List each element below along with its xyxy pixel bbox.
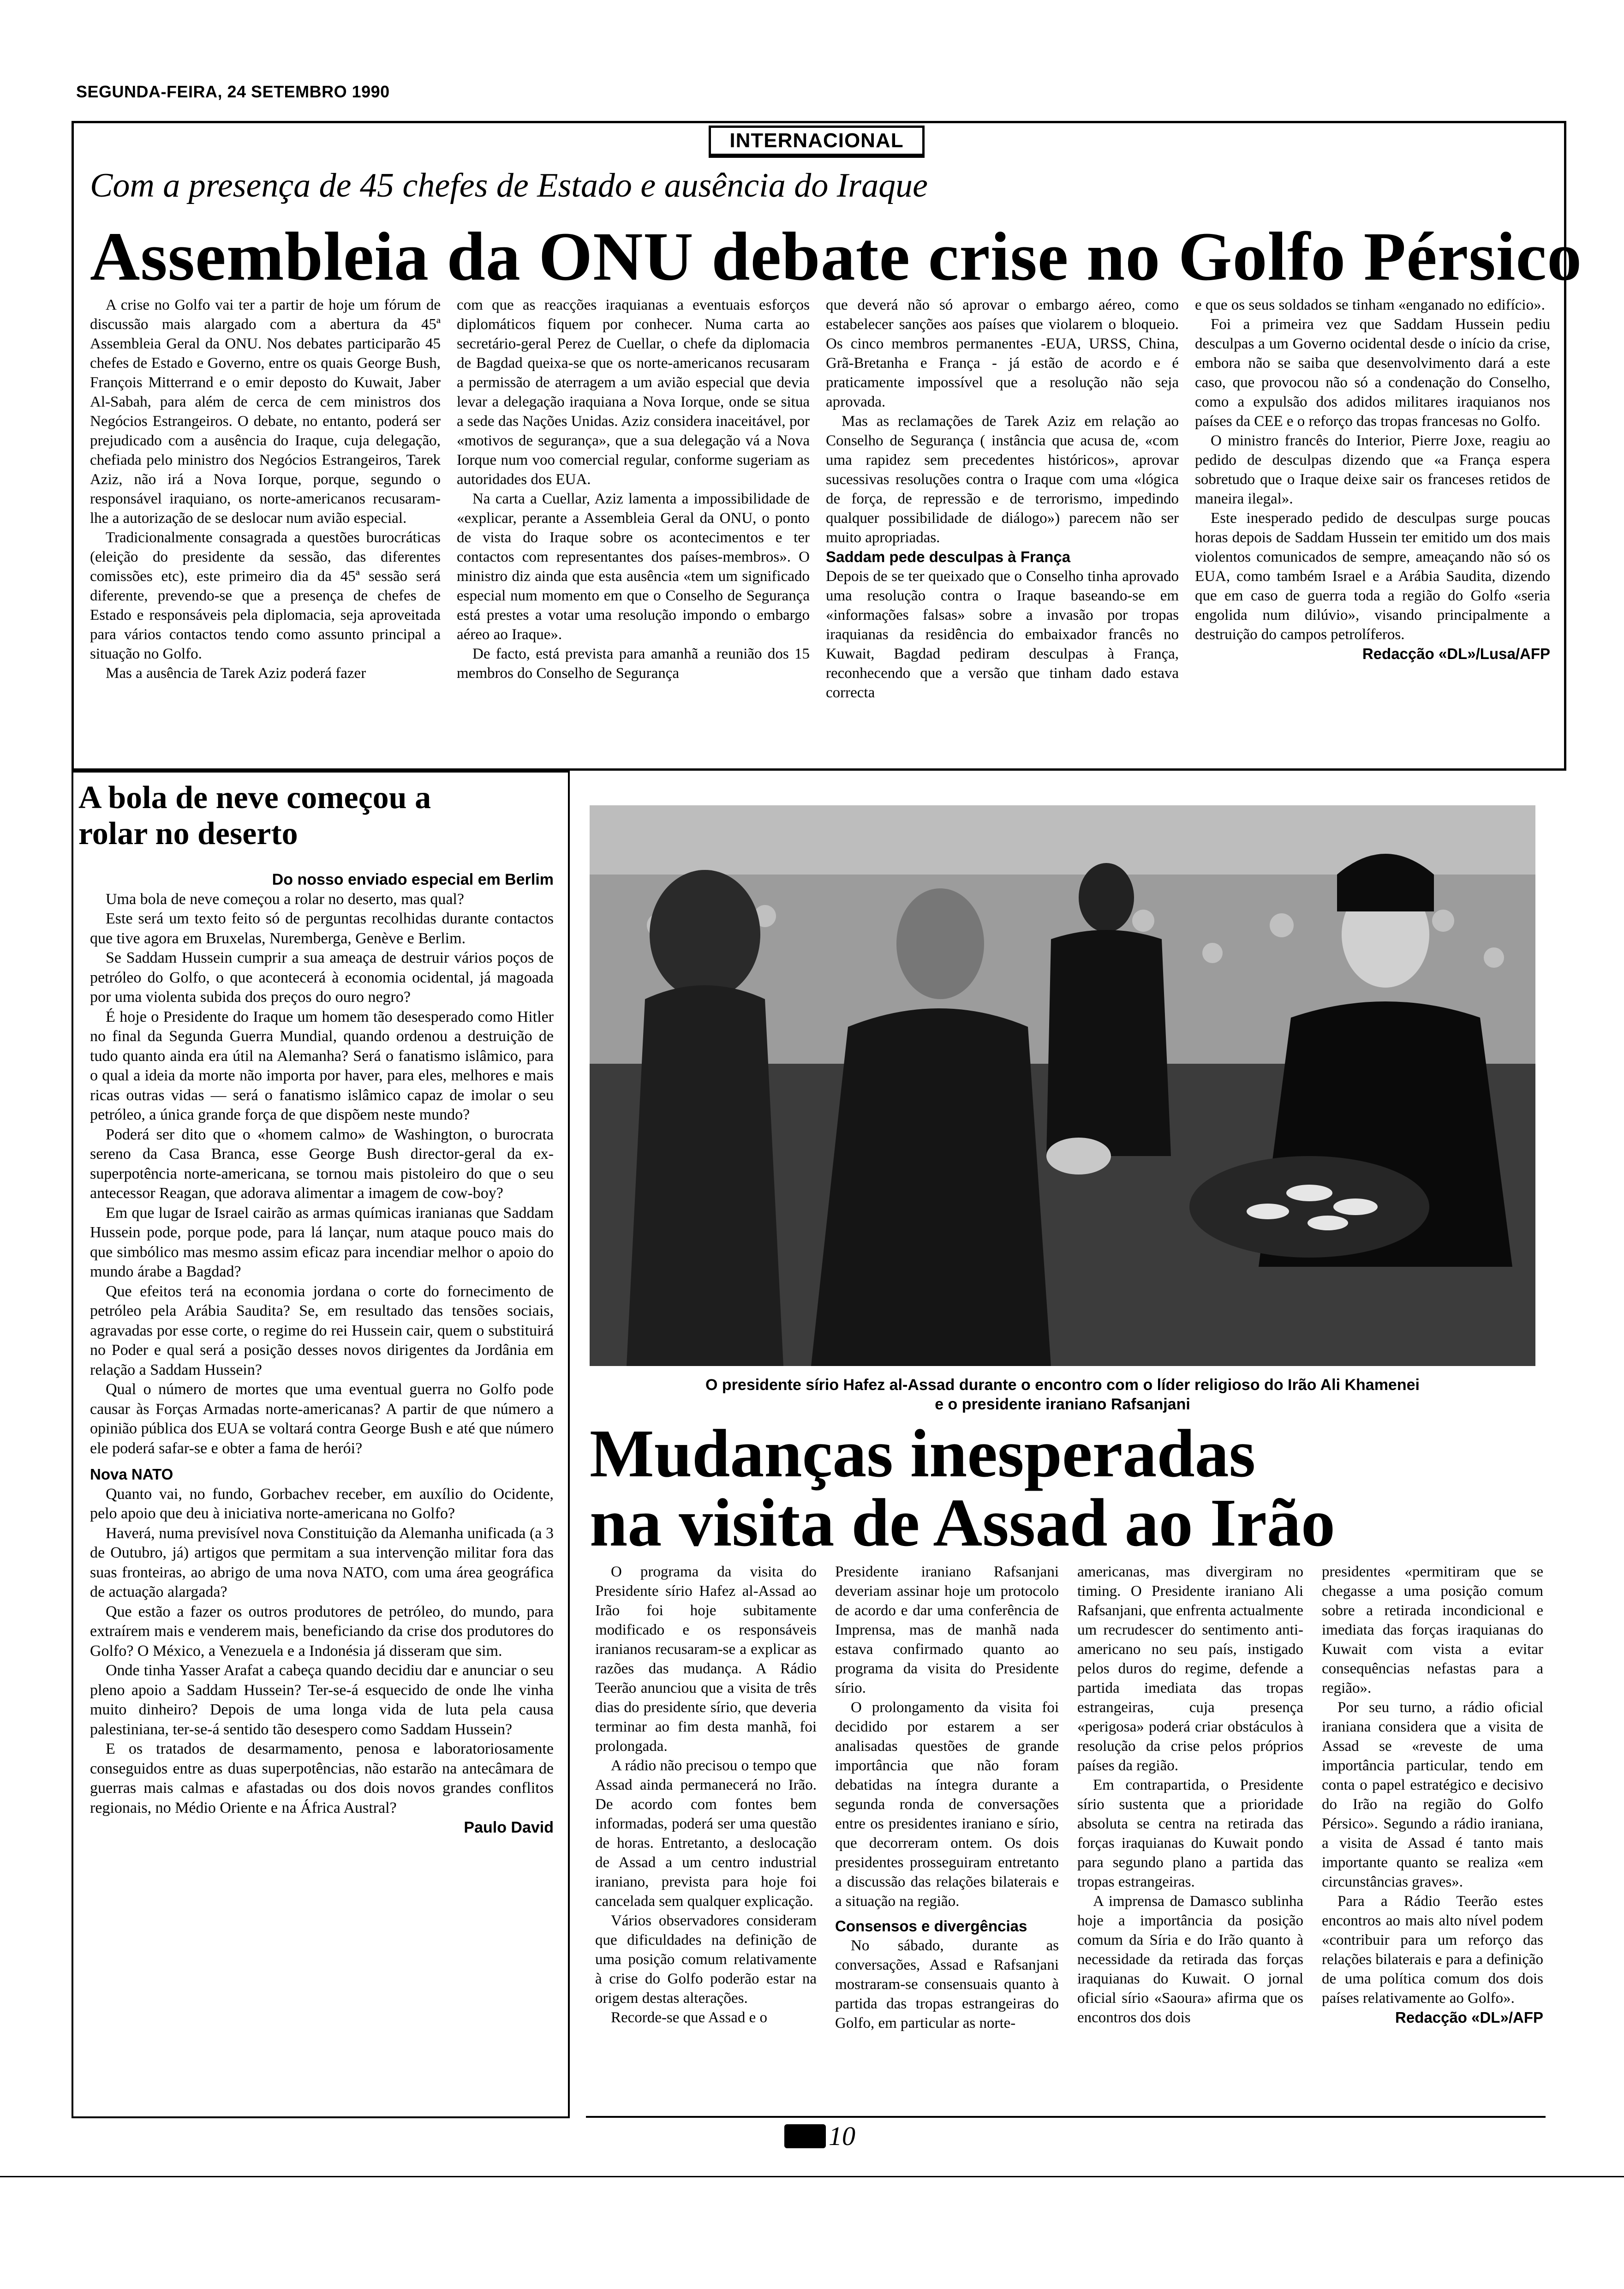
photo-illustration xyxy=(590,805,1535,1366)
main-article-headline: Assembleia da ONU debate crise no Golfo Pérsico xyxy=(90,218,1582,295)
paragraph: com que as reacções iraquianas a eventuais esforços diplomáticos fiquem por conhecer. Numa carta ao secretário-geral Perez de Cuellar, o chefe da diplomacia de Bagdad queixa-se que os norte-americanos recusaram a permissão de aterragem a um avião especial que devia levar a delegação iraquiana a Nova Iorque, onde se situa a sede das Nações Unidas. Aziz considera inaceitável, por «motivos de segurança», que a sua delegação vá a Nova Iorque num voo comercial regular, conforme sugeriam as autoridades dos EUA. xyxy=(457,297,810,488)
paragraph: Para a Rádio Teerão estes encontros ao mais alto nível podem «contribuir para um reforço das relações bilaterais e para a definição de uma política comum dos dois países relativamente ao Golfo». xyxy=(1322,1893,1543,2007)
paragraph: Na carta a Cuellar, Aziz lamenta a impossibilidade de «explicar, perante a Assembleia Geral da ONU, o ponto de vista do Iraque sobre os acontecimentos e ter contactos com representantes dos países-membros». O ministro diz ainda que esta ausência «tem um significado especial num momento em que o Conselho de Segurança está prestes a votar uma resolução impondo o embargo aéreo ao Iraque». xyxy=(457,491,810,643)
paragraph: Presidente iraniano Rafsanjani deveriam assinar hoje um protocolo de acordo e dar uma conferência de Imprensa, mas de manhã nada estava confirmado quanto ao programa da visita do Presidente sírio. xyxy=(835,1564,1059,1696)
bottom-rule xyxy=(586,2116,1546,2118)
photo-caption xyxy=(590,1375,1535,1414)
headline-line: Mudanças inesperadas xyxy=(590,1416,1256,1492)
byline: Do nosso enviado especial em Berlim xyxy=(272,871,554,888)
paragraph: Depois de se ter queixado que o Conselho tinha aprovado uma resolução contra o Iraque baseando-se em «informações falsas» sobre a invasão por tropas iraquianas da residência do embaixador francês no Kuwait, Bagdad pediram desculpas à França, reconhecendo que a versão que tinham dado estava correcta xyxy=(826,568,1179,701)
paragraph: No sábado, durante as conversações, Assad e Rafsanjani mostraram-se consensuais quanto à partida das tropas estrangeiras do Golfo, em particular as norte- xyxy=(835,1937,1059,2031)
paragraph: Este inesperado pedido de desculpas surge poucas horas depois de Saddam Hussein ter emitido um dos mais violentos comunicados de sempre, ameaçando não só os EUA, como também Israel e a Arábia Saudita, dizendo que em caso de guerra toda a região do Golfo «seria engolida num dilúvio», visando principalmente a destruição do campos petrolíferos. xyxy=(1195,510,1550,643)
paragraph: De facto, está prevista para amanhã a reunião dos 15 membros do Conselho de Segurança xyxy=(457,646,810,682)
paragraph: É hoje o Presidente do Iraque um homem tão desesperado como Hitler no final da Segunda Guerra Mundial, quando ordenou a destruição de tudo quanto ainda era útil na Alemanha? Será o fanatismo islâmico, para o qual a ideia da morte não importa por haver, para eles, melhores e mais ricas outras vidas — será o fanatismo islâmico capaz de imolar o seu petróleo, a única grande força de que dispõem neste mundo? xyxy=(90,1008,554,1123)
paragraph: Tradicionalmente consagrada a questões burocráticas (eleição do presidente da sessão, das diferentes comissões etc), este primeiro dia da 45ª sessão será diferente, prevendo-se que a presença de chefes de Estado e responsáveis pela diplomacia, seja aproveitada para vários contactos tendo como assunto principal a situação no Golfo. xyxy=(90,529,441,662)
paragraph: Recorde-se que Assad e o xyxy=(611,2009,768,2026)
newspaper-logo-icon xyxy=(784,2124,826,2148)
paragraph: americanas, mas divergiram no timing. O Presidente iraniano Ali Rafsanjani, que enfrenta actualmente um recrudescer do sentimento anti-americano no seu país, instigado pelos duros do regime, defende a partida imediata das tropas estrangeiras, cuja presença «perigosa» poderá criar obstáculos à resolução da crise pelos próprios países da região. xyxy=(1077,1564,1303,1774)
signature: Paulo David xyxy=(464,1819,554,1836)
paragraph: A rádio não precisou o tempo que Assad ainda permanecerá no Irão. De acordo com fontes bem informadas, poderá ser uma questão de horas. Entretanto, a deslocação de Assad a um centro industrial iraniano, prevista para hoje foi cancelada sem qualquer explicação. xyxy=(595,1757,817,1910)
assad-article-col-2 xyxy=(835,1562,1059,2033)
subhead: Saddam pede desculpas à França xyxy=(826,548,1071,565)
news-photo xyxy=(590,805,1535,1366)
paragraph: Que estão a fazer os outros produtores de petróleo, do mundo, para extraírem mais e venderem mais, beneficiando da crise dos produtores do Golfo? O México, a Venezuela e a Indonésia já disseram que sim. xyxy=(90,1603,554,1660)
subhead: Nova NATO xyxy=(90,1466,173,1483)
paragraph: e que os seus soldados se tinham «enganado no edifício». xyxy=(1195,297,1545,313)
paragraph: que deverá não só aprovar o embargo aéreo, como estabelecer sanções aos países que violarem o bloqueio. Os cinco membros permanentes -EUA, URSS, China, Grã-Bretanha e França - já estão de acordo e é praticamente impossível que a resolução não seja aprovada. xyxy=(826,297,1179,410)
paragraph: Vários observadores consideram que dificuldades na definição de uma posição comum relativamente à crise do Golfo poderão estar na origem destas alterações. xyxy=(595,1912,817,2007)
paragraph: Em que lugar de Israel cairão as armas químicas iranianas que Saddam Hussein pode, porque pode, para lá lançar, num ataque pouco mais do que simbólico mas mesmo assim eficaz para incendiar melhor o apoio do mundo árabe a Bagdad? xyxy=(90,1204,554,1280)
paragraph: Quanto vai, no fundo, Gorbachev receber, em auxílio do Ocidente, pelo apoio que deu à iniciativa norte-americana no Golfo? xyxy=(90,1485,554,1522)
paragraph: E os tratados de desarmamento, penosa e laboratoriosamente conseguidos entre as duas superpotências, não estarão na antecâmara de guerras mais calmas e afastadas ou dos dois novos grandes conflitos regionais, no Médio Oriente e na África Austral? xyxy=(90,1740,554,1816)
main-article-col-3 xyxy=(826,295,1179,702)
assad-article-col-3 xyxy=(1077,1562,1303,2027)
main-article-col-4 xyxy=(1195,295,1550,664)
paragraph: O prolongamento da visita foi decidido por estarem a ser analisadas questões de grande importância que não foram debatidas na íntegra durante a segunda ronda de conversações entre os presidentes iraniano e sírio, que decorreram ontem. Os dois presidentes prosseguiram entretanto a discussão das relações bilaterais e a situação na região. xyxy=(835,1699,1059,1910)
caption-line: e o presidente iraniano Rafsanjani xyxy=(935,1396,1190,1413)
signature: Redacção «DL»/AFP xyxy=(1395,2009,1543,2026)
dateline: SEGUNDA-FEIRA, 24 SETEMBRO 1990 xyxy=(76,82,390,101)
page-footer xyxy=(784,2121,855,2151)
paragraph: Uma bola de neve começou a rolar no deserto, mas qual? xyxy=(106,890,464,908)
paragraph: Se Saddam Hussein cumprir a sua ameaça de destruir vários poços de petróleo do Golfo, o que acontecerá à economia ocidental, já magoada por uma violenta subida dos preços do ouro negro? xyxy=(90,949,554,1006)
paragraph: Este será um texto feito só de perguntas recolhidas durante contactos que tive agora em Bruxelas, Nuremberga, Genève e Berlim. xyxy=(90,910,554,947)
assad-article-headline xyxy=(590,1416,1335,1561)
paragraph: Poderá ser dito que o «homem calmo» de Washington, o burocrata sereno da Casa Branca, esse George Bush director-geral da ex-superpotência norte-americana, se tornou mais pistoleiro do que o seu antecessor Reagan, que adorava alimentar a imagem de cow-boy? xyxy=(90,1126,554,1202)
paragraph: O programa da visita do Presidente sírio Hafez al-Assad ao Irão foi hoje subitamente modificado e os responsáveis iranianos recusaram-se a explicar as razões das mudança. A Rádio Teerão anunciou que a visita de três dias do presidente sírio, que deveria terminar ao fim desta manhã, foi prolongada. xyxy=(595,1564,817,1755)
paragraph: Que efeitos terá na economia jordana o corte do fornecimento de petróleo pela Arábia Saudita? Se, em resultado das tensões sociais, agravadas por esse corte, o regime do rei Hussein cair, quem o substituirá no Poder e qual será a posição desses novos dirigentes da Jordânia em relação a Saddam Hussein? xyxy=(90,1282,554,1378)
assad-article-col-1 xyxy=(595,1562,817,2027)
caption-line: O presidente sírio Hafez al-Assad durante o encontro com o líder religioso do Irão Ali Khamenei xyxy=(705,1376,1420,1394)
paragraph: Em contrapartida, o Presidente sírio sustenta que a prioridade absoluta se centra na retirada das forças iraquianas do Kuwait pondo para segundo plano a partida das tropas estrangeiras. xyxy=(1077,1777,1303,1890)
subhead: Consensos e divergências xyxy=(835,1917,1027,1935)
paragraph: presidentes «permitiram que se chegasse a uma posição comum sobre a retirada incondicional e imediata das forças iraquianas do Kuwait com vista a evitar consequências nefastas para a região». xyxy=(1322,1564,1543,1696)
main-article-col-1 xyxy=(90,295,441,683)
paragraph: Mas as reclamações de Tarek Aziz em relação ao Conselho de Segurança ( instância que acusa de, «com uma rapidez sem precedentes históricos», aprovar sucessivas resoluções contra o Iraque com uma «lógica de força, de repressão e de terrorismo, impedindo qualquer possibilidade de diálogo») parecem não ser muito apropriadas. xyxy=(826,413,1179,546)
paragraph: Por seu turno, a rádio oficial iraniana considera que a visita de Assad se «reveste de uma importância particular, tendo em conta o papel estratégico e decisivo do Irão na região do Golfo Pérsico». Segundo a rádio iraniana, a visita de Assad é tanto mais importante quanto se realiza «em circunstâncias graves». xyxy=(1322,1699,1543,1890)
paragraph: Qual o número de mortes que uma eventual guerra no Golfo pode causar às Forças Armadas norte-americanas? A partir de que número a opinião pública dos EUA se voltará contra George Bush e até que número ele poderá safar-se e obter a fama de herói? xyxy=(90,1381,554,1457)
paragraph: Haverá, numa previsível nova Constituição da Alemanha unificada (a 3 de Outubro, já) artigos que permitam a sua intervenção militar fora das suas fronteiras, ao abrigo de uma nova NATO, com uma área geográfica de actuação alargada? xyxy=(90,1524,554,1600)
headline-line: na visita de Assad ao Irão xyxy=(590,1485,1335,1561)
side-article-body xyxy=(90,870,554,1838)
paragraph: Foi a primeira vez que Saddam Hussein pediu desculpas a um Governo ocidental desde o início da crise, embora não se saiba que desenvolvimento dará a este caso, que provocou não só a condenação do Conselho, como a expulsão dos adidos militares iraquianos nos países da CEE e o reforço das tropas francesas no Golfo. xyxy=(1195,316,1550,430)
paragraph: A crise no Golfo vai ter a partir de hoje um fórum de discussão mais alargado com a abertura da 45ª Assembleia Geral da ONU. Nos debates participarão 45 chefes de Estado e Governo, entre os quais George Bush, François Mitterrand e o emir deposto do Kuwait, Jaber Al-Sabah, para além de cerca de cem ministros dos Negócios Estrangeiros. O debate, no entanto, poderá ser prejudicado com a ausência do Iraque, cuja delegação, chefiada pelo ministro dos Negócios Estrangeiros, Tarek Aziz, não irá a Nova Iorque, porque, segundo o responsável iraquiano, os norte-americanos recusaram-lhe a autorização de se deslocar num avião especial. xyxy=(90,297,441,527)
page-number: 10 xyxy=(829,2121,855,2151)
side-article-headline: A bola de neve começou a rolar no deserto xyxy=(78,780,431,851)
paragraph: Mas a ausência de Tarek Aziz poderá fazer xyxy=(106,665,366,682)
main-article-col-2 xyxy=(457,295,810,683)
paragraph: A imprensa de Damasco sublinha hoje a importância da posição comum da Síria e do Irão quanto à necessidade da retirada das forças iraquianas do Kuwait. O jornal oficial sírio «Saoura» afirma que os encontros dos dois xyxy=(1077,1893,1303,2026)
assad-article-col-4 xyxy=(1322,1562,1543,2027)
page-edge-line xyxy=(0,2176,1624,2177)
main-article-kicker: Com a presença de 45 chefes de Estado e ausência do Iraque xyxy=(90,167,928,204)
section-label: INTERNACIONAL xyxy=(709,126,925,158)
paragraph: Onde tinha Yasser Arafat a cabeça quando decidiu dar e anunciar o seu pleno apoio a Saddam Hussein? Ter-se-á esquecido de onde lhe vinha muito dinheiro? Depois de uma longa vida de luta pela causa palestiniana, ter-se-á sentido tão desespero como Saddam Hussein? xyxy=(90,1662,554,1738)
signature: Redacção «DL»/Lusa/AFP xyxy=(1362,645,1550,662)
paragraph: O ministro francês do Interior, Pierre Joxe, reagiu ao pedido de desculpas dizendo que «a França espera sobretudo que o Iraque deixe sair os franceses retidos de maneira ilegal». xyxy=(1195,432,1550,507)
